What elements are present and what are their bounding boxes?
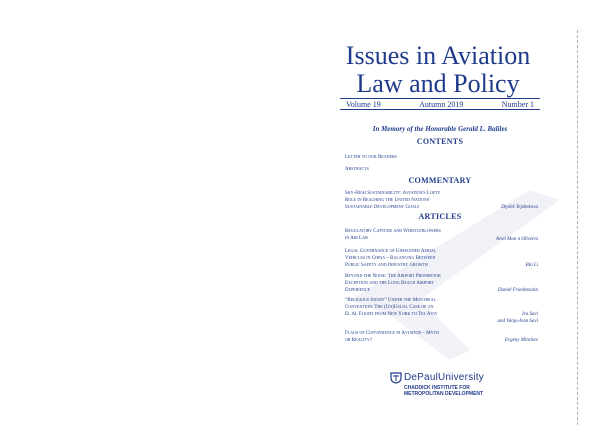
article-entry-author: Bin Li xyxy=(525,263,538,268)
number-label: Number 1 xyxy=(501,99,534,109)
article-entry-author xyxy=(448,311,538,325)
page-edge-dashes xyxy=(577,30,579,425)
articles-heading: ARTICLES xyxy=(418,212,462,221)
commentary-heading: COMMENTARY xyxy=(408,176,472,185)
commentary-title-line: Sky-High Sustainability: Aviation's Lofty xyxy=(345,191,441,196)
front-matter-letter: Letter to our Readers xyxy=(345,155,397,160)
article-title-line: Flags of Convenience in Aviation – Myth xyxy=(345,331,439,336)
logo-subtitle xyxy=(404,385,483,397)
article-title-line: Experience xyxy=(345,288,371,293)
article-title-line: Convention: The (Un)Usual Case of an xyxy=(345,305,434,310)
article-title-line: or Reality? xyxy=(345,338,372,343)
article-entry-author: Evgeny Minchev xyxy=(504,338,538,343)
depaul-logo xyxy=(390,372,500,402)
memorial-line: In Memory of the Honorable Gerald L. Baliles xyxy=(372,125,508,133)
title-line-2: Law and Policy xyxy=(356,69,520,98)
article-title-line: in Air Law xyxy=(345,236,369,241)
article-title-line: Vehicles in China – Balancing Between xyxy=(345,256,436,261)
volume-bar xyxy=(340,98,540,110)
article-title-line: Public Safety and Industry Growth xyxy=(345,263,428,268)
journal-title xyxy=(345,42,531,98)
commentary-entry-author: Zbyšek Tejzbekova xyxy=(500,205,538,210)
contents-heading: CONTENTS xyxy=(416,137,464,146)
university-crest-icon xyxy=(390,372,402,384)
article-entry-author: Ariel Man n Oliveira xyxy=(495,237,538,242)
article-title-line: Legal Governance of Unmanned Aerial xyxy=(345,249,437,254)
front-matter-abstracts: Abstracts xyxy=(345,167,369,172)
article-title-line: “Religious Injury” Under the Montreal xyxy=(345,298,436,303)
logo-name: DePaulUniversity xyxy=(404,372,484,383)
article-title-line: El Al Flight from New York to Tel Aviv xyxy=(345,312,438,317)
article-title-line: Beyond the Noise: The Airport Proprietor xyxy=(345,274,441,279)
title-line-1: Issues in Aviation xyxy=(345,41,531,70)
season-label: Autumn 2019 xyxy=(419,99,464,109)
article-entry-author: Daniel Friedenzohn xyxy=(497,288,538,293)
logo-sub-line: CHADDICK INSTITUTE FOR xyxy=(404,385,470,391)
article-title-line: Regulatory Capture and Whistleblowers xyxy=(345,229,441,234)
article-title-line: Exception and the Long Beach Airport xyxy=(345,281,434,286)
commentary-title-line: Role in Reaching the United Nations' xyxy=(345,198,431,203)
volume-label: Volume 19 xyxy=(346,99,381,109)
author-line: and Vanja-Ivan Savi xyxy=(497,319,538,324)
logo-sub-line: METROPOLITAN DEVELOPMENT xyxy=(404,391,484,397)
author-line: Ira Savi xyxy=(522,312,538,317)
commentary-title-line: Sustainable Development Goals xyxy=(345,205,420,210)
